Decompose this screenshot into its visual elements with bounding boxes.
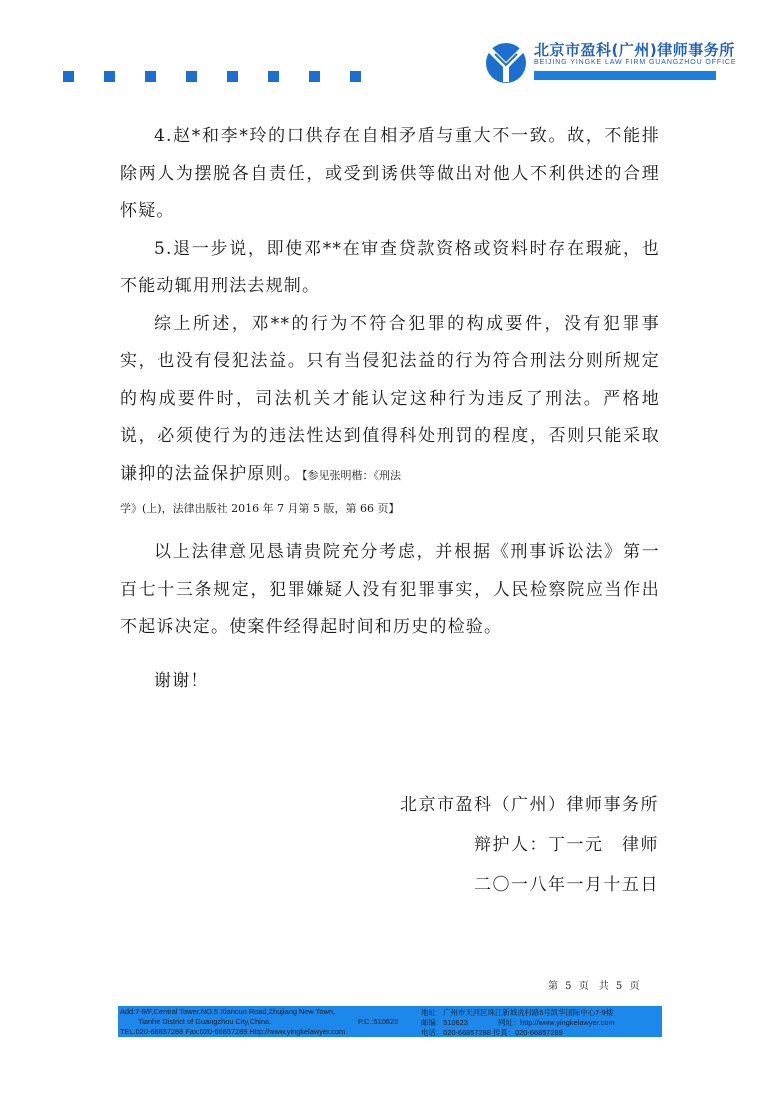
footer-address-en-line1: Add:7-9/F,Central Tower,NO.5 Xiancun Road,Zhujiang New Town, — [120, 1007, 335, 1016]
decoration-square — [268, 71, 279, 82]
signature-date: 二〇一八年一月十五日 — [474, 875, 659, 895]
header-firm-name-en: BEIJING YINGKE LAW FIRM GUANGZHOU OFFICE — [534, 59, 737, 66]
footer-phone-cn: 电话：020-66857288 传真：020-66857289 — [421, 1028, 563, 1037]
paragraph-thanks: 谢谢！ — [154, 670, 209, 691]
citation-continued: 学》(上)，法律出版社 2016 年 7 月第 5 版，第 66 页】 — [120, 502, 400, 515]
paragraph-point-4: 4.赵*和李*玲的口供存在自相矛盾与重大不一致。故，不能排除两人为摆脱各自责任，或受到诱供等做出对他人不利供述的合理怀疑。 — [120, 126, 660, 221]
decoration-square — [309, 71, 320, 82]
footer-postcode-cn: 邮编：510623 — [421, 1018, 468, 1027]
footer-website-cn: 网址：http://www.yingkelawyer.com — [498, 1018, 615, 1027]
signature-defender: 辩护人：丁一元 律师 — [474, 835, 659, 855]
paragraph-request: 以上法律意见恳请贵院充分考虑，并根据《刑事诉讼法》第一百七十三条规定，犯罪嫌疑人没有犯罪事实，人民检察院应当作出不起诉决定。使案件经得起时间和历史的检验。 — [120, 542, 660, 637]
footer-contact-bar — [118, 1006, 662, 1037]
paragraph-point-5: 5.退一步说，即使邓**在审查贷款资格或资料时存在瑕疵，也不能动辄用刑法去规制。 — [120, 238, 660, 296]
header-accent-bar — [534, 71, 716, 80]
decoration-square — [186, 71, 197, 82]
footer-address-en-line2: Tianhe District of Guangzhou City,China. — [138, 1017, 272, 1026]
decoration-square — [350, 71, 361, 82]
footer-postcode-en: P.C.:510623 — [358, 1017, 399, 1026]
decoration-square — [145, 71, 156, 82]
decoration-square — [227, 71, 238, 82]
header-firm-name-cn: 北京市盈科(广州)律师事务所 — [534, 41, 735, 59]
conclusion-text: 综上所述，邓**的行为不符合犯罪的构成要件，没有犯罪事实，也没有侵犯法益。只有当侵犯法益的行为符合刑法分则所规定的构成要件时，司法机关才能认定这种行为违反了刑法。严格地说，必须使行为的违法性达到值得科处刑罚的程度，否则只能采取谦抑的法益保护原则。 — [120, 313, 660, 484]
decoration-square — [63, 71, 74, 82]
paragraph-conclusion — [120, 306, 660, 495]
decoration-square — [104, 71, 115, 82]
signature-firm: 北京市盈科（广州）律师事务所 — [400, 795, 659, 815]
header-decoration-dots — [63, 71, 361, 82]
page-number: 第 5 页 共 5 页 — [548, 981, 640, 992]
yingke-logo-icon — [483, 40, 529, 84]
footer-contact-en: TEL:020-66857288 Fax:020-66857289 Http://www.yingkelawyer.com — [120, 1027, 346, 1036]
document-body — [120, 118, 660, 700]
footer-address-cn: 地址：广州市天河区珠江新城冼村路5号凯华国际中心7-9楼 — [421, 1008, 614, 1017]
citation-start: 【参见张明楷：《刑法 — [302, 468, 401, 482]
